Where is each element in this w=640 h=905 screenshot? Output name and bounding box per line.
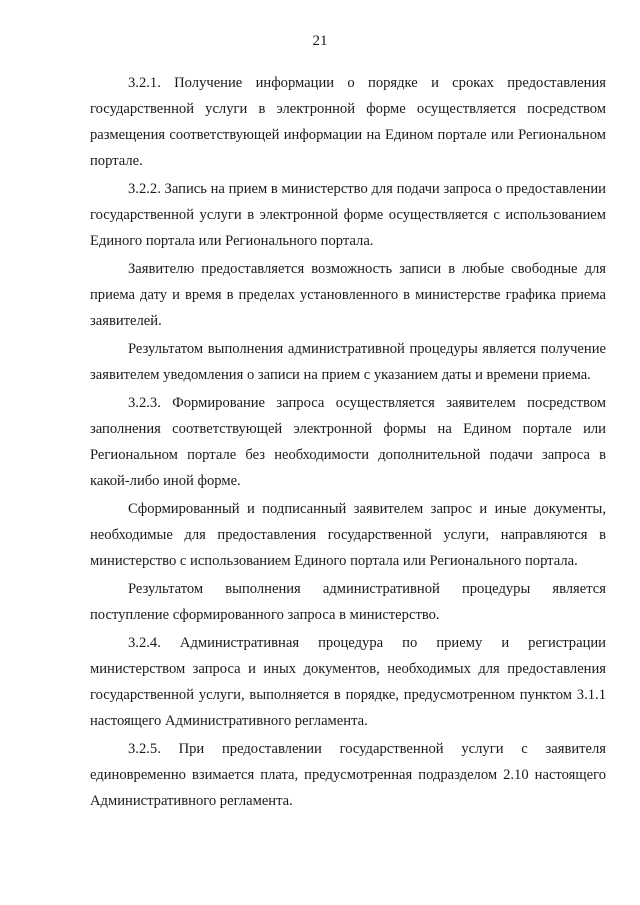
paragraph-3-2-1: 3.2.1. Получение информации о порядке и сроках предоставления государственной услуги в электронной форме осуществляется посредством размещения соответствующей информации на Едином портале или Региональном портале. [90, 75, 606, 169]
paragraph-3-2-4: 3.2.4. Административная процедура по приему и регистрации министерством запроса и иных документов, необходимых для предоставления государственной услуги, выполняется в порядке, предусмотренном пунктом 3.1.1 настоящего Административного регламента. [90, 635, 606, 729]
paragraph-booking-result: Результатом выполнения административной процедуры является получение заявителем уведомления о записи на прием с указанием даты и времени приема. [90, 341, 606, 383]
paragraph-request-submission: Сформированный и подписанный заявителем запрос и иные документы, необходимые для предоставления государственной услуги, направляются в министерство с использованием Единого портала или Регионального портала. [90, 501, 606, 569]
document-body [90, 70, 606, 814]
paragraph-applicant-booking: Заявителю предоставляется возможность записи в любые свободные для приема дату и время в пределах установленного в министерстве графика приема заявителей. [90, 261, 606, 329]
paragraph-3-2-3: 3.2.3. Формирование запроса осуществляется заявителем посредством заполнения соответствующей электронной формы на Едином портале или Региональном портале без необходимости дополнительной подачи запроса в какой-либо иной форме. [90, 395, 606, 489]
paragraph-3-2-2: 3.2.2. Запись на прием в министерство для подачи запроса о предоставлении государственной услуги в электронной форме осуществляется с использованием Единого портала или Регионального портала. [90, 181, 606, 249]
paragraph-3-2-5: 3.2.5. При предоставлении государственной услуги с заявителя единовременно взимается плата, предусмотренная подразделом 2.10 настоящего Административного регламента. [90, 741, 606, 809]
page-number: 21 [312, 33, 328, 49]
paragraph-request-result: Результатом выполнения административной процедуры является поступление сформированного запроса в министерство. [90, 581, 606, 623]
